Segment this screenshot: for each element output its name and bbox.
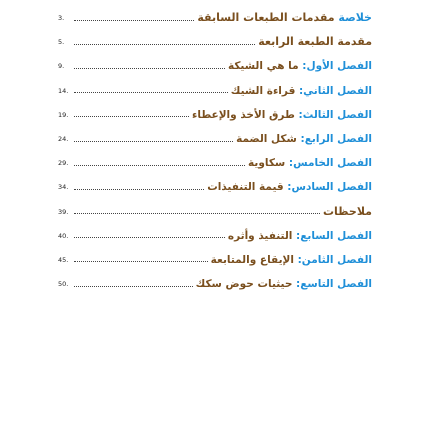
toc-label: الفصل التاسع:: [296, 278, 372, 291]
toc-label: الفصل الثامن:: [297, 253, 372, 266]
toc-dot-leader: [74, 213, 320, 214]
toc-entry[interactable]: [58, 103, 372, 127]
toc-page-number: 29.: [58, 159, 69, 168]
toc-heading: مقدمات الطبعات السابقة: [197, 11, 335, 25]
toc-entry[interactable]: [58, 224, 372, 248]
toc-dot-leader: [74, 189, 204, 190]
toc-title: [192, 108, 372, 122]
toc-title: [236, 132, 372, 146]
toc-label: الفصل الخامس:: [288, 157, 372, 170]
toc-dot-leader: [74, 92, 228, 93]
toc-title: [228, 229, 372, 243]
toc-entry[interactable]: [58, 127, 372, 151]
toc-heading: حيثيات حوض سكك: [195, 278, 293, 291]
toc-dot-leader: [74, 237, 225, 238]
toc-entry[interactable]: [58, 151, 372, 175]
toc-dot-leader: [74, 141, 233, 142]
toc-entry[interactable]: [58, 30, 372, 54]
toc-page-number: 9.: [58, 62, 65, 71]
toc-page-number: 14.: [58, 86, 69, 95]
toc-entry[interactable]: [58, 200, 372, 224]
toc-title: [323, 205, 372, 219]
toc-entry[interactable]: [58, 6, 372, 30]
toc-dot-leader: [74, 165, 245, 166]
toc-label: خلاصة: [338, 11, 372, 25]
toc-heading: قراءة الشيك: [230, 84, 296, 97]
toc-dot-leader: [74, 116, 189, 117]
toc-dot-leader: [74, 68, 225, 69]
toc-page-number: 34.: [58, 183, 69, 192]
toc-entry[interactable]: [58, 54, 372, 78]
toc-entry[interactable]: [58, 175, 372, 199]
toc-page-number: 39.: [58, 207, 69, 216]
toc-page-number: 40.: [58, 231, 69, 240]
toc-page-number: 50.: [58, 280, 69, 289]
toc-page-number: 19.: [58, 110, 69, 119]
toc-title: [207, 180, 372, 194]
toc-heading: ملاحظات: [323, 204, 372, 218]
toc-page-number: 5.: [58, 38, 65, 47]
toc-dot-leader: [74, 20, 194, 21]
toc-label: الفصل الرابع:: [300, 133, 372, 146]
toc-heading: مقدمة الطبعة الرابعة: [258, 35, 372, 49]
toc-heading: ما هي الشيكة: [227, 60, 299, 73]
toc-label: الفصل الثالث:: [298, 108, 372, 121]
toc-page-number: 24.: [58, 135, 69, 144]
toc-title: [248, 156, 372, 170]
toc-label: الفصل الأول:: [302, 60, 372, 73]
toc-dot-leader: [74, 261, 208, 262]
toc-title: [211, 253, 372, 267]
toc-label: الفصل السادس:: [287, 181, 372, 194]
toc-label: الفصل الثاني:: [298, 84, 372, 97]
toc-dot-leader: [74, 286, 193, 287]
toc-heading: التنفيذ وأثره: [227, 229, 293, 242]
toc-heading: طرق الأخذ والإعطاء: [192, 108, 295, 121]
toc-page-number: 3.: [58, 14, 65, 23]
toc-entry[interactable]: [58, 79, 372, 103]
toc-page-number: 45.: [58, 255, 69, 264]
toc-title: [231, 84, 372, 98]
toc-entry[interactable]: [58, 248, 372, 272]
toc-heading: سكاوية: [248, 157, 286, 170]
toc-heading: قيمة التنفيذات: [207, 181, 284, 194]
toc-title: [258, 35, 372, 49]
toc-dot-leader: [74, 44, 255, 45]
toc-title: [228, 59, 372, 73]
toc-list: [58, 6, 372, 296]
toc-heading: الإيقاع والمتابعة: [210, 253, 294, 266]
toc-heading: شكل الضمة: [236, 133, 297, 146]
toc-entry[interactable]: [58, 272, 372, 296]
toc-label: الفصل السابع:: [296, 229, 372, 242]
toc-title: [197, 11, 372, 25]
toc-title: [196, 277, 372, 291]
